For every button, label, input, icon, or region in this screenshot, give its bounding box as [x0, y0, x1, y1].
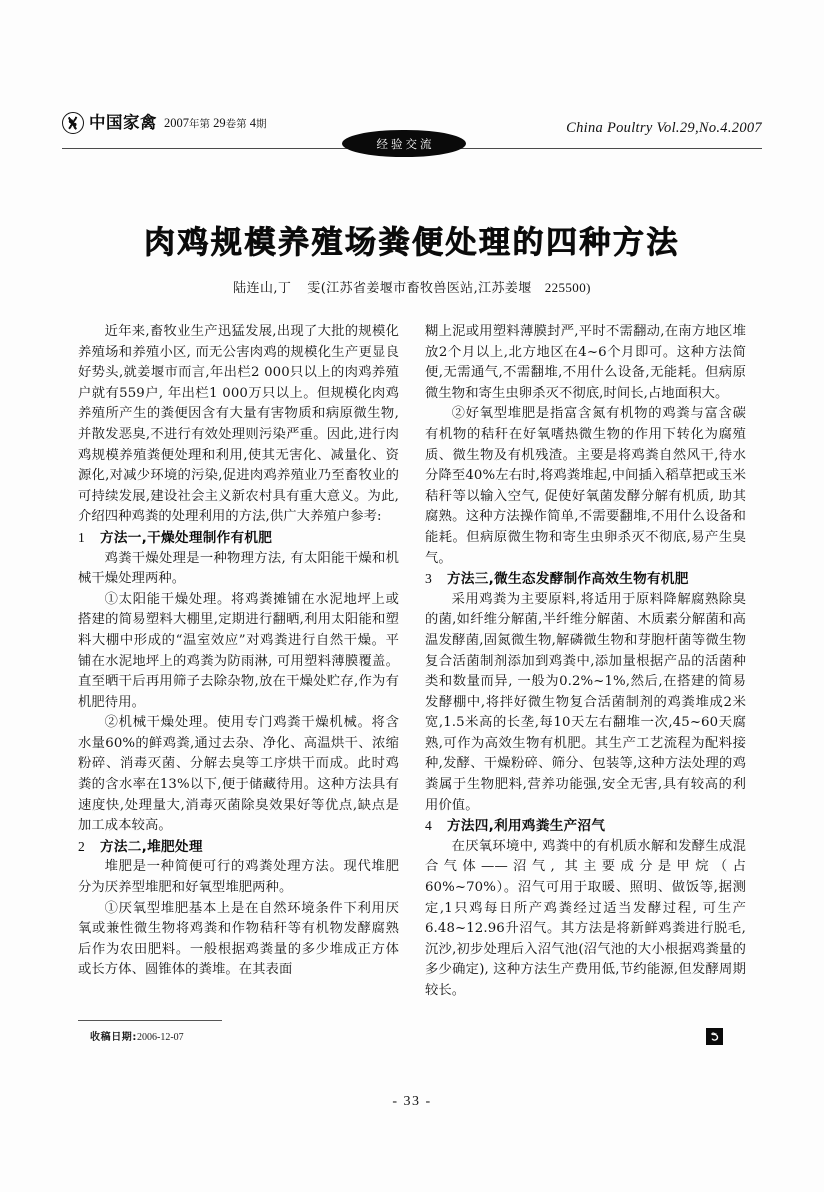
page-masthead [62, 112, 762, 158]
paragraph-section4-body: 在厌氧环境中, 鸡粪中的有机质水解和发酵生成混合气体——沼气, 其主要成分是甲烷（占60%~70%）。沼气可用于取暖、照明、做饭等,据测定,1只鸡每日所产鸡粪经过适当发酵过程, 可生产6.48~12.96升沼气。其方法是将新鲜鸡粪进行脱毛,沉沙,初步处理后入沼气池(沼气池的大小根据鸡粪量的多少确定), 这种方法生产费用低,节约能源,但发酵周期较长。 [425, 838, 746, 998]
issue-number: 4 [249, 115, 256, 130]
page-number: - 33 - [392, 1094, 432, 1109]
paragraph-section2-intro: 堆肥是一种简便可行的鸡粪处理方法。现代堆肥分为厌养型堆肥和好氧型堆肥两种。 [78, 859, 399, 896]
section-3-title: 方法三,微生态发酵制作高效生物有机肥 [447, 571, 689, 588]
right-column [425, 322, 746, 1022]
footnote-date-value: 2006-12-07 [137, 1032, 184, 1043]
section-2-number: 2 [78, 838, 86, 854]
article-title: 肉鸡规模养殖场粪便处理的四种方法 [144, 224, 680, 261]
issue-number-label: 期 [256, 117, 267, 130]
paragraph-continued: 糊上泥或用塑料薄膜封严,平时不需翻动,在南方地区堆放2个月以上,北方地区在4~6个月即可。这种方法简便,无需通气,不需翻堆,不用什么设备,无能耗。但病原微生物和寄生虫卵杀灭不彻底,时间长,占地面积大。 [425, 324, 746, 401]
category-badge [342, 130, 466, 157]
author-affiliation: 雯(江苏省姜堰市畜牧兽医站,江苏姜堰 [307, 281, 532, 296]
footnote-label: 收稿日期: [90, 1032, 137, 1043]
section-1-number: 1 [78, 529, 86, 545]
paragraph-intro: 近年来,畜牧业生产迅猛发展,出现了大批的规模化养殖场和养殖小区, 而无公害肉鸡的规模化生产更显良好势头,就姜堰市而言,年出栏2 000只以上的肉鸡养殖户就有559户, 年出栏1 000万只以上。但规模化肉鸡养殖所产生的粪便因含有大量有害物质和病原微生物,并散发恶臭,不进行有效处理则污染严重。因此,进行肉鸡规模养殖粪便处理和利用,使其无害化、减量化、资源化,对减少环境的污染,促进肉鸡养殖业乃至畜牧业的可持续发展,建设社会主义新农村具有重大意义。为此,介绍四种鸡粪的处理利用的方法,供广大养殖户参考: [78, 324, 399, 525]
issue-volume: 29 [213, 115, 226, 130]
section-4-number: 4 [425, 818, 433, 834]
footnote-block [78, 1020, 399, 1043]
paragraph-section1-intro: 鸡粪干燥处理是一种物理方法, 有太阳能干燥和机械干燥处理两种。 [78, 550, 399, 587]
issue-year-label: 年第 [189, 117, 210, 130]
paragraph-section2-item1: ①厌氧型堆肥基本上是在自然环境条件下利用厌氧或兼性微生物将鸡粪和作物秸秆等有机物发酵腐熟后作为农田肥料。一般根据鸡粪量的多少堆成正方体或长方体、圆锥体的粪堆。在其表面 [78, 900, 399, 978]
journal-name-en: China Poultry Vol.29,No.4.2007 [566, 120, 762, 136]
paragraph-section3-body: 采用鸡粪为主要原料,将适用于原料降解腐熟除臭的菌,如纤维分解菌,半纤维分解菌、木质素分解菌和高温发酵菌,固氮微生物,解磷微生物和芽胞杆菌等微生物复合活菌制剂添加到鸡粪中,添加量根据产品的活菌种类和数量而异, 一般为0.2%~1%,然后,在搭建的简易发酵棚中,将拌好微生物复合活菌制剂的鸡粪堆成2米宽,1.5米高的长垄,每10天左右翻堆一次,45~60天腐熟,可作为高效生物有机肥。其生产工艺流程为配料接种,发酵、干燥粉碎、筛分、包装等,这种方法处理的鸡粪属于生物肥料,营养功能强,安全无害,具有较高的利用价值。 [425, 591, 746, 813]
issue-volume-label: 卷第 [225, 117, 247, 130]
section-4-title: 方法四,利用鸡粪生产沼气 [447, 818, 606, 835]
paragraph-section2-item2: ②好氧型堆肥是指富含氮有机物的鸡粪与富含碳有机物的秸秆在好氧嗜热微生物的作用下转化为腐殖质、微生物及有机残渣。主要是将鸡粪自然风干,待水分降至40%左右时,将鸡粪堆起,中间插入稻草把或玉米秸秆等以输入空气, 促使好氧菌发酵分解有机质, 助其腐熟。这种方法操作简单,不需要翻堆,不用什么设备和能耗。但病原微生物和寄生虫卵杀灭不彻底,易产生臭气。 [425, 406, 746, 566]
issue-year: 2007 [164, 115, 189, 130]
section-heading-3 [425, 569, 746, 590]
chicken-end-mark-icon [706, 1028, 723, 1045]
footnote-received-date [78, 1028, 399, 1043]
section-2-title: 方法二,堆肥处理 [100, 838, 203, 855]
section-3-number: 3 [425, 571, 433, 587]
section-1-title: 方法一,干燥处理制作有机肥 [100, 529, 273, 546]
journal-issue-line [162, 117, 267, 130]
footnote-divider [78, 1020, 222, 1021]
journal-name-cn: 中国家禽 [89, 112, 157, 132]
section-heading-1 [78, 528, 399, 549]
section-heading-4 [425, 816, 746, 837]
section-heading-2 [78, 837, 399, 858]
author-postcode: 225500) [544, 280, 591, 295]
article-columns [78, 322, 746, 1022]
paragraph-section1-item1: ①太阳能干燥处理。将鸡粪摊铺在水泥地坪上或搭建的简易塑料大棚里,定期进行翻晒,利用太阳能和塑料大棚中形成的“温室效应”对鸡粪进行自然干燥。平铺在水泥地坪上的鸡粪为防雨淋, 可用塑料薄膜覆盖。 直至晒干后再用筛子去除杂物,放在干燥处贮存,作为有机肥待用。 [78, 591, 399, 710]
chicken-circle-logo-icon [62, 112, 84, 134]
paragraph-section1-item2: ②机械干燥处理。使用专门鸡粪干燥机械。将含水量60%的鲜鸡粪,通过去杂、净化、高温烘干、浓缩粉碎、消毒灭菌、分解去臭等工序烘干而成。此时鸡粪的含水率在13%以下,便于储藏待用。这种方法具有速度快,处理量大,消毒灭菌除臭效果好等优点,缺点是加工成本较高。 [78, 715, 399, 834]
category-badge-label: 经验交流 [376, 136, 435, 151]
author-names: 陆连山,丁 [233, 281, 292, 296]
left-column [78, 322, 399, 1022]
article-authors [62, 277, 762, 296]
masthead-left [62, 112, 267, 134]
